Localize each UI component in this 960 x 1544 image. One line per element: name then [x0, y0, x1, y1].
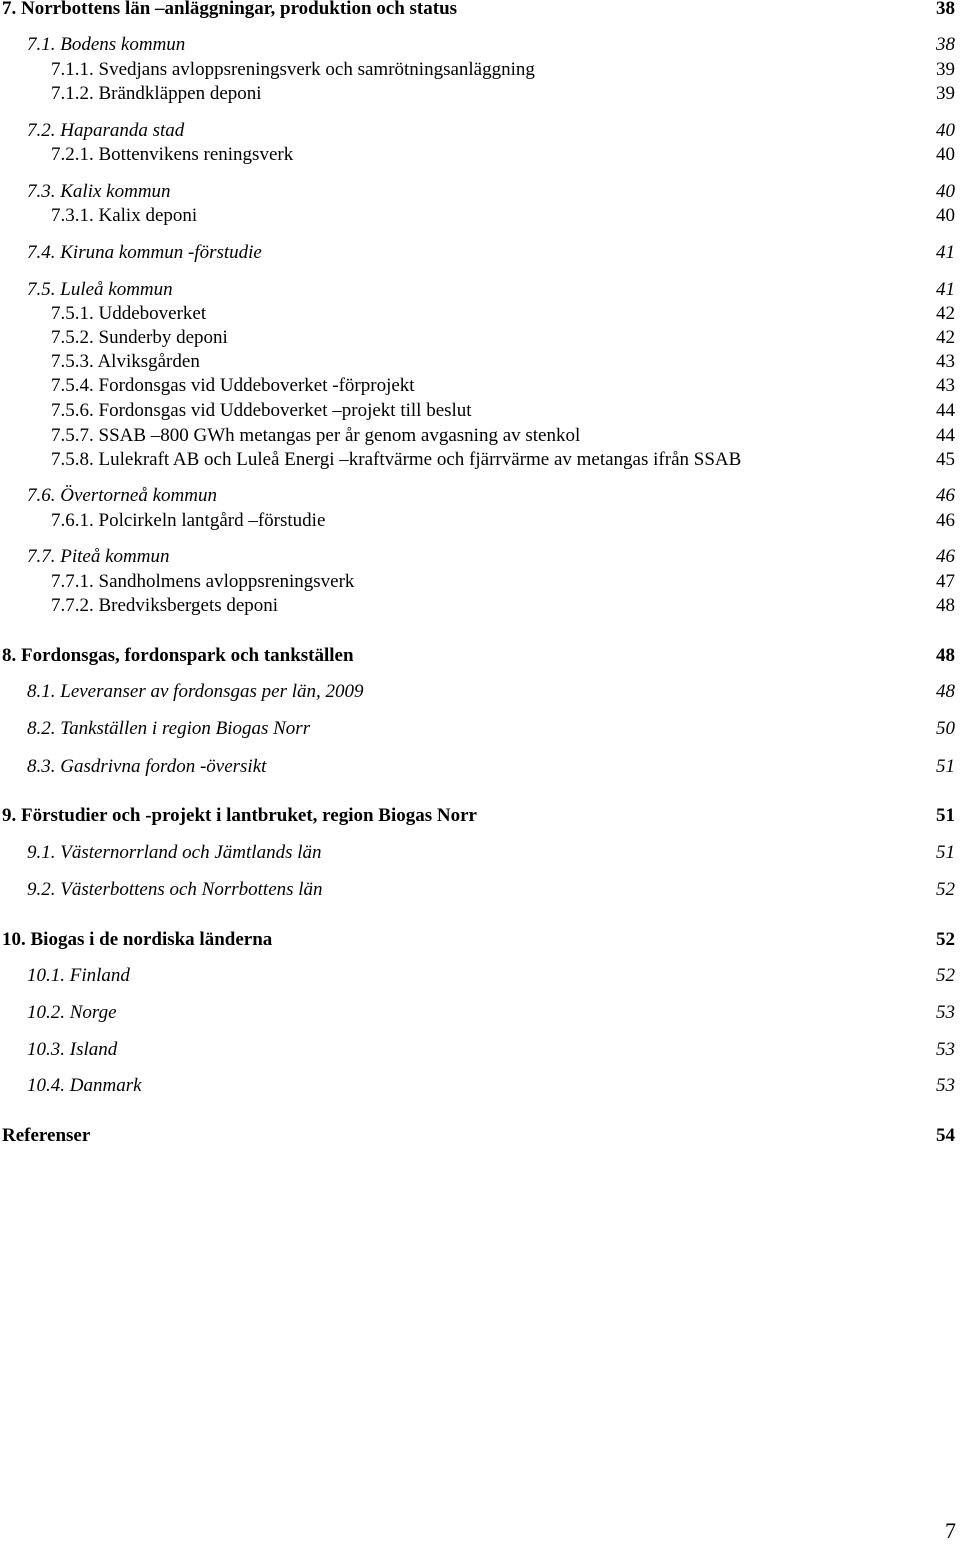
toc-entry[interactable] [0, 1037, 960, 1063]
toc-entry[interactable] [0, 508, 960, 534]
toc-entry-page: 52 [936, 879, 955, 900]
toc-entry-title: 7.2. Haparanda stad [27, 120, 185, 141]
toc-entry-page: 45 [936, 449, 955, 470]
toc-entry-page: 43 [936, 375, 955, 396]
toc-entry[interactable] [0, 32, 960, 58]
toc-entry-title: 7.7.2. Bredviksbergets deponi [51, 595, 279, 616]
toc-entry-title: 9. Förstudier och -projekt i lantbruket, region Biogas Norr [2, 805, 477, 826]
toc-entry-page: 39 [936, 83, 955, 104]
toc-entry[interactable] [0, 927, 960, 953]
toc-entry-page: 48 [936, 645, 955, 666]
toc-entry-title: 8. Fordonsgas, fordonspark och tankställen [2, 645, 354, 666]
page-number: 7 [945, 1518, 956, 1543]
toc-entry-title: 7.5.3. Alviksgården [51, 351, 200, 372]
toc-entry-page: 39 [936, 59, 955, 80]
toc-entry-page: 51 [936, 805, 955, 826]
toc-entry-title: 7.5.1. Uddeboverket [51, 303, 207, 324]
toc-entry-title: 7.7.1. Sandholmens avloppsreningsverk [51, 571, 355, 592]
toc-entry-title: 10. Biogas i de nordiska länderna [2, 929, 273, 950]
toc-entry-title: 7.5.6. Fordonsgas vid Uddeboverket –projekt till beslut [51, 400, 472, 421]
toc-entry-title: 7.5.2. Sunderby deponi [51, 327, 228, 348]
toc-entry-title: 7.5.8. Lulekraft AB och Luleå Energi –kraftvärme och fjärrvärme av metangas ifrån SSAB [51, 449, 742, 470]
toc-entry-title: 10.3. Island [27, 1039, 118, 1060]
toc-entry-title: 7.5. Luleå kommun [27, 279, 173, 300]
toc-entry-title: 7.1. Bodens kommun [27, 34, 186, 55]
toc-entry-title: 10.1. Finland [27, 965, 130, 986]
toc-entry-title: Referenser [2, 1125, 91, 1146]
toc-entry-title: 7.4. Kiruna kommun -förstudie [27, 242, 262, 263]
toc-entry-title: 7. Norrbottens län –anläggningar, produktion och status [2, 0, 458, 19]
toc-entry[interactable] [0, 301, 960, 327]
toc-entry[interactable] [0, 716, 960, 742]
toc-entry[interactable] [0, 0, 960, 22]
toc-entry-page: 38 [936, 0, 955, 19]
toc-entry[interactable] [0, 643, 960, 669]
toc-entry-page: 53 [936, 1075, 955, 1096]
toc-entry-title: 10.4. Danmark [27, 1075, 142, 1096]
toc-entry-page: 40 [936, 205, 955, 226]
toc-entry[interactable] [0, 203, 960, 229]
toc-entry-title: 7.6.1. Polcirkeln lantgård –förstudie [51, 510, 326, 531]
toc-entry-title: 7.7. Piteå kommun [27, 546, 170, 567]
toc-entry-page: 44 [936, 400, 955, 421]
toc-entry-title: 7.1.2. Brändkläppen deponi [51, 83, 262, 104]
toc-entry-page: 54 [936, 1125, 955, 1146]
toc-entry-title: 9.2. Västerbottens och Norrbottens län [27, 879, 323, 900]
toc-entry-page: 41 [936, 242, 955, 263]
toc-entry-page: 44 [936, 425, 955, 446]
toc-entry[interactable] [0, 1073, 960, 1099]
toc-entry-title: 7.6. Övertorneå kommun [27, 485, 217, 506]
toc-entry[interactable] [0, 57, 960, 83]
toc-entry[interactable] [0, 398, 960, 424]
toc-entry-title: 10.2. Norge [27, 1002, 117, 1023]
toc-entry-page: 48 [936, 681, 955, 702]
toc-entry[interactable] [0, 1123, 960, 1149]
toc-entry[interactable] [0, 349, 960, 375]
toc-entry-page: 51 [936, 756, 955, 777]
toc-entry[interactable] [0, 447, 960, 473]
toc-entry-page: 51 [936, 842, 955, 863]
toc-entry-page: 46 [936, 546, 955, 567]
toc-entry[interactable] [0, 142, 960, 168]
toc-entry-page: 40 [936, 120, 955, 141]
toc-entry[interactable] [0, 118, 960, 144]
toc-entry[interactable] [0, 593, 960, 619]
toc-entry[interactable] [0, 803, 960, 829]
toc-entry[interactable] [0, 544, 960, 570]
toc-entry-page: 40 [936, 181, 955, 202]
toc-entry[interactable] [0, 679, 960, 705]
toc-entry[interactable] [0, 569, 960, 595]
toc-entry-page: 46 [936, 510, 955, 531]
toc-entry-title: 8.3. Gasdrivna fordon -översikt [27, 756, 267, 777]
toc-entry-page: 53 [936, 1039, 955, 1060]
toc-entry-page: 52 [936, 965, 955, 986]
toc-entry[interactable] [0, 179, 960, 205]
toc-entry-page: 38 [936, 34, 955, 55]
toc-entry[interactable] [0, 877, 960, 903]
toc-entry[interactable] [0, 840, 960, 866]
toc-entry-page: 48 [936, 595, 955, 616]
toc-entry-title: 8.2. Tankställen i region Biogas Norr [27, 718, 311, 739]
toc-entry[interactable] [0, 373, 960, 399]
toc-entry[interactable] [0, 240, 960, 266]
toc-entry-page: 42 [936, 303, 955, 324]
toc-entry[interactable] [0, 483, 960, 509]
toc-entry-page: 42 [936, 327, 955, 348]
toc-entry-page: 43 [936, 351, 955, 372]
toc-entry[interactable] [0, 1000, 960, 1026]
toc-entry-title: 9.1. Västernorrland och Jämtlands län [27, 842, 322, 863]
toc-entry[interactable] [0, 754, 960, 780]
toc-entry[interactable] [0, 277, 960, 303]
toc-entry-page: 46 [936, 485, 955, 506]
toc-entry-page: 52 [936, 929, 955, 950]
toc-entry-title: 7.3.1. Kalix deponi [51, 205, 198, 226]
toc-entry-page: 40 [936, 144, 955, 165]
toc-entry-page: 47 [936, 571, 955, 592]
toc-entry-page: 41 [936, 279, 955, 300]
toc-entry-page: 50 [936, 718, 955, 739]
toc-entry[interactable] [0, 325, 960, 351]
toc-entry-page: 53 [936, 1002, 955, 1023]
toc-entry[interactable] [0, 963, 960, 989]
toc-entry[interactable] [0, 81, 960, 107]
toc-entry-title: 7.5.4. Fordonsgas vid Uddeboverket -förprojekt [51, 375, 415, 396]
toc-entry-title: 7.1.1. Svedjans avloppsreningsverk och samrötningsanläggning [51, 59, 535, 80]
toc-entry-title: 7.5.7. SSAB –800 GWh metangas per år genom avgasning av stenkol [51, 425, 581, 446]
toc-entry[interactable] [0, 423, 960, 449]
toc-entry-title: 8.1. Leveranser av fordonsgas per län, 2009 [27, 681, 364, 702]
toc-entry-title: 7.3. Kalix kommun [27, 181, 171, 202]
toc-entry-title: 7.2.1. Bottenvikens reningsverk [51, 144, 294, 165]
